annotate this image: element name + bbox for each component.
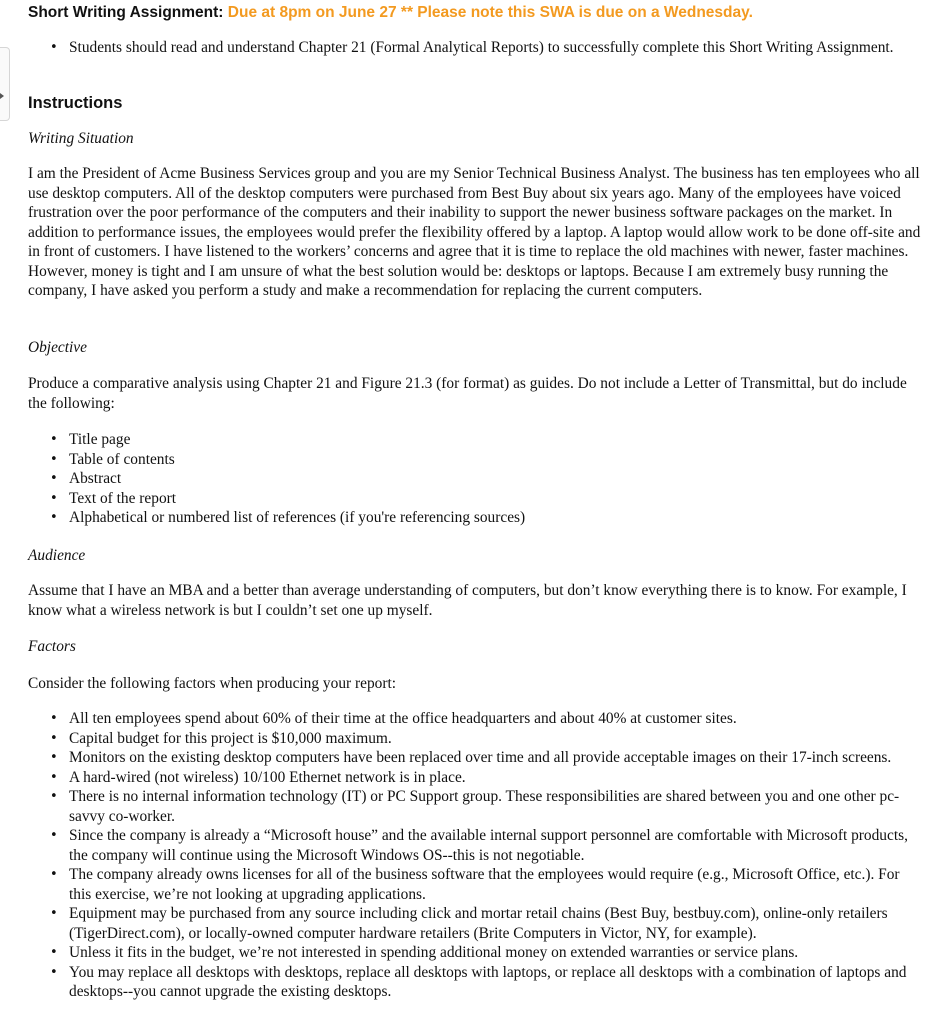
list-item: • Table of contents [28, 450, 908, 470]
factors-list [28, 709, 908, 1002]
assignment-heading [28, 3, 928, 22]
list-item: • All ten employees spend about 60% of their time at the office headquarters and about 40% at customer sites. [28, 709, 908, 729]
side-panel-tab[interactable] [0, 47, 10, 121]
due-notice: Due at 8pm on June 27 ** Please note this SWA is due on a Wednesday. [227, 4, 753, 21]
audience-heading: Audience [28, 547, 86, 564]
objective-list [28, 430, 908, 528]
objective-paragraph: Produce a comparative analysis using Chapter 21 and Figure 21.3 (for format) as guides. Do not include a Letter of Transmittal, but do include the following: [28, 375, 907, 412]
list-item: • Alphabetical or numbered list of references (if you're referencing sources) [28, 508, 908, 528]
factors-heading: Factors [28, 638, 76, 655]
intro-bullet-list [28, 38, 908, 58]
expand-arrow-icon[interactable] [0, 93, 4, 99]
list-item: • Title page [28, 430, 908, 450]
list-item: • A hard-wired (not wireless) 10/100 Ethernet network is in place. [28, 768, 908, 788]
list-item: • Unless it fits in the budget, we’re not interested in spending additional money on extended warranties or service plans. [28, 943, 908, 963]
list-item: • You may replace all desktops with desktops, replace all desktops with laptops, or replace all desktops with a combination of laptops and desktops--you cannot upgrade the existing desktops. [28, 963, 908, 1002]
audience-paragraph: Assume that I have an MBA and a better than average understanding of computers, but don’t know everything there is to know. For example, I know what a wireless network is but I couldn’t set one up myself. [28, 582, 907, 619]
writing-situation-heading: Writing Situation [28, 130, 134, 147]
list-item: • Students should read and understand Chapter 21 (Formal Analytical Reports) to successfully complete this Short Writing Assignment. [28, 38, 908, 58]
list-item: • The company already owns licenses for all of the business software that the employees would require (e.g., Microsoft Office, etc.). For this exercise, we’re not looking at upgrading applications. [28, 865, 908, 904]
objective-heading: Objective [28, 339, 87, 356]
list-item: • Monitors on the existing desktop computers have been replaced over time and all provide acceptable images on their 17-inch screens. [28, 748, 908, 768]
list-item: • Since the company is already a “Microsoft house” and the available internal support personnel are comfortable with Microsoft products, the company will continue using the Microsoft Windows OS--this is not negotiable. [28, 826, 908, 865]
assignment-title: Short Writing Assignment: [28, 4, 224, 21]
factors-intro: Consider the following factors when producing your report: [28, 675, 397, 692]
list-item: • Text of the report [28, 489, 908, 509]
list-item: • Equipment may be purchased from any source including click and mortar retail chains (Best Buy, bestbuy.com), online-only retailers (TigerDirect.com), or locally-owned computer hardware retailers (Brite Computers in Victor, NY, for example). [28, 904, 908, 943]
writing-situation-paragraph: I am the President of Acme Business Services group and you are my Senior Technical Business Analyst. The business has ten employees who all use desktop computers. All of the desktop computers were purchased from Best Buy about six years ago. Many of the employees have voiced frustration over the poor performance of the computers and their inability to support the newer business software packages on the market. In addition to performance issues, the employees would prefer the flexibility offered by a laptop. A laptop would allow work to be done off-site and in front of customers. I have listened to the workers’ concerns and agree that it is time to replace the old machines with newer, faster machines. However, money is tight and I am unsure of what the best solution would be: desktops or laptops. Because I am extremely busy running the company, I have asked you perform a study and make a recommendation for replacing the current computers. [28, 165, 921, 299]
list-item: • Capital budget for this project is $10,000 maximum. [28, 729, 908, 749]
list-item: • There is no internal information technology (IT) or PC Support group. These responsibilities are shared between you and one other pc-savvy co-worker. [28, 787, 908, 826]
instructions-heading: Instructions [28, 94, 123, 112]
list-item: • Abstract [28, 469, 908, 489]
